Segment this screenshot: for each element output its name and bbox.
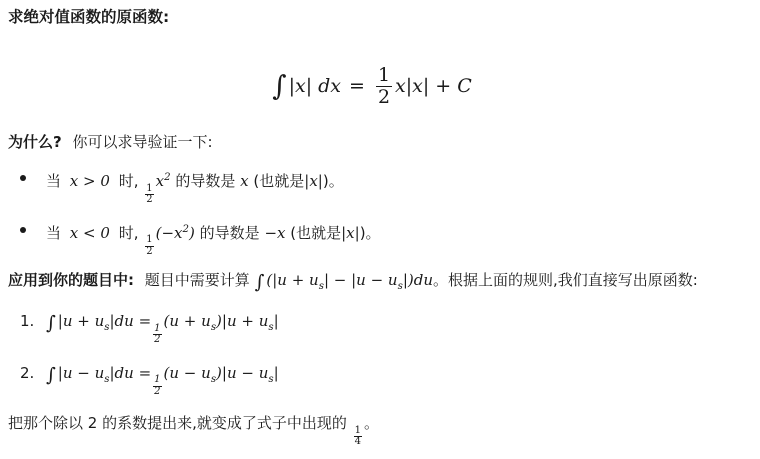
apply-label: 应用到你的题目中:: [8, 271, 134, 289]
lhs-part: |du =: [109, 363, 152, 382]
differential: dx: [318, 75, 342, 97]
item-index: 2.: [20, 363, 35, 382]
answer-content: [8, 6, 756, 448]
rhs-part: (u − u: [163, 363, 211, 382]
integral-sign: ∫: [46, 313, 56, 335]
rhs-part: |: [273, 363, 279, 382]
result-list: [8, 308, 756, 397]
when-text: 当: [46, 223, 62, 242]
aside-close: )。: [359, 223, 381, 242]
aside-expression: |x|: [341, 223, 360, 242]
subscript: s: [210, 322, 217, 333]
equals-sign: =: [349, 75, 365, 97]
list-item: [8, 360, 756, 398]
condition: x > 0: [69, 172, 110, 190]
fraction-half: [153, 375, 161, 397]
rhs-part: |: [273, 312, 279, 330]
fraction-numerator: 1: [354, 424, 362, 436]
abs-x: |x|: [288, 75, 313, 97]
closing-paragraph: [8, 411, 756, 448]
fraction-numerator: 1: [146, 182, 153, 194]
list-item: [8, 165, 756, 206]
subscript: s: [268, 373, 274, 385]
fraction-denominator: 2: [154, 334, 161, 345]
why-text: 你可以求导验证一下:: [72, 133, 213, 151]
rhs-part: )|u + u: [216, 312, 269, 330]
rhs-expression: x|x|: [395, 75, 430, 97]
fraction-half: [145, 235, 153, 257]
aside-open: (也就是: [290, 223, 342, 242]
rhs-part: (u + u: [163, 312, 211, 330]
aside-expression: |x|: [304, 172, 323, 190]
when-text: 当: [46, 172, 62, 190]
bullet-dot: [20, 227, 26, 233]
apply-pre: 题目中需要计算: [144, 271, 250, 289]
item-index: 1.: [20, 312, 35, 330]
apply-post: 。根据上面的规则,我们直接写出原函数:: [432, 271, 698, 289]
aside-open: (也就是: [253, 172, 305, 190]
result-formula: [46, 363, 279, 397]
list-item: [8, 308, 756, 346]
expr-part: | − |u − u: [323, 271, 398, 289]
fraction-denominator: 2: [146, 245, 153, 257]
derivative-text: 的导数是: [175, 172, 236, 190]
why-paragraph: [8, 130, 756, 155]
derivative-text: 的导数是: [199, 223, 260, 242]
integral-sign: ∫: [46, 364, 56, 386]
condition: x < 0: [69, 223, 110, 242]
fraction-half: [145, 184, 153, 206]
derivative-checks: [8, 165, 756, 257]
subscript: s: [104, 373, 110, 385]
integral-sign: ∫: [254, 272, 265, 294]
fraction-half: [153, 324, 161, 346]
bullet-dot: [20, 175, 26, 181]
fraction-half: [376, 65, 392, 108]
aside-close: )。: [322, 172, 344, 190]
subscript: s: [210, 373, 217, 385]
fraction-denominator: 2: [377, 85, 391, 108]
rhs-part: )|u − u: [216, 363, 269, 382]
subscript: s: [268, 322, 274, 333]
exponent: 2: [164, 172, 171, 183]
exponent: 2: [182, 223, 189, 235]
section-heading: 求绝对值函数的原函数:: [8, 8, 170, 26]
fraction-numerator: 1: [146, 234, 153, 245]
subscript: s: [318, 281, 324, 292]
integral-sign: ∫: [272, 70, 287, 102]
subscript: s: [104, 322, 110, 333]
expression-base: x: [155, 172, 165, 190]
constant-term: + C: [435, 75, 472, 97]
fraction-numerator: 1: [154, 374, 161, 385]
lhs-part: |u − u: [57, 363, 105, 382]
closing-end: 。: [364, 414, 380, 432]
display-formula: [8, 56, 756, 116]
apply-paragraph: [8, 268, 756, 299]
fraction-denominator: 2: [146, 194, 153, 205]
closing-text: 把那个除以 2 的系数提出来,就变成了式子中出现的: [8, 414, 347, 432]
why-label: 为什么?: [8, 133, 62, 151]
time-text: 时,: [118, 172, 139, 190]
expression-base: (−x: [155, 223, 183, 242]
subscript: s: [397, 281, 403, 292]
time-text: 时,: [118, 223, 139, 242]
expression-tail: ): [189, 223, 195, 242]
expression: [156, 172, 171, 190]
fraction-denominator: 4: [354, 436, 362, 447]
derivative-expression: x: [240, 172, 249, 190]
fraction-numerator: 1: [154, 322, 161, 334]
lhs-part: |u + u: [57, 312, 105, 330]
derivative-expression: −x: [264, 223, 286, 242]
fraction-denominator: 2: [154, 385, 161, 397]
apply-integral: [254, 271, 433, 294]
expression: [156, 224, 195, 242]
lhs-part: |du =: [109, 312, 152, 330]
expr-part: |)du: [402, 271, 433, 289]
result-formula: [46, 312, 279, 345]
fraction-quarter: [354, 426, 362, 448]
expr-part: (|u + u: [266, 271, 319, 289]
fraction-numerator: 1: [377, 63, 391, 86]
list-item: [8, 217, 756, 258]
